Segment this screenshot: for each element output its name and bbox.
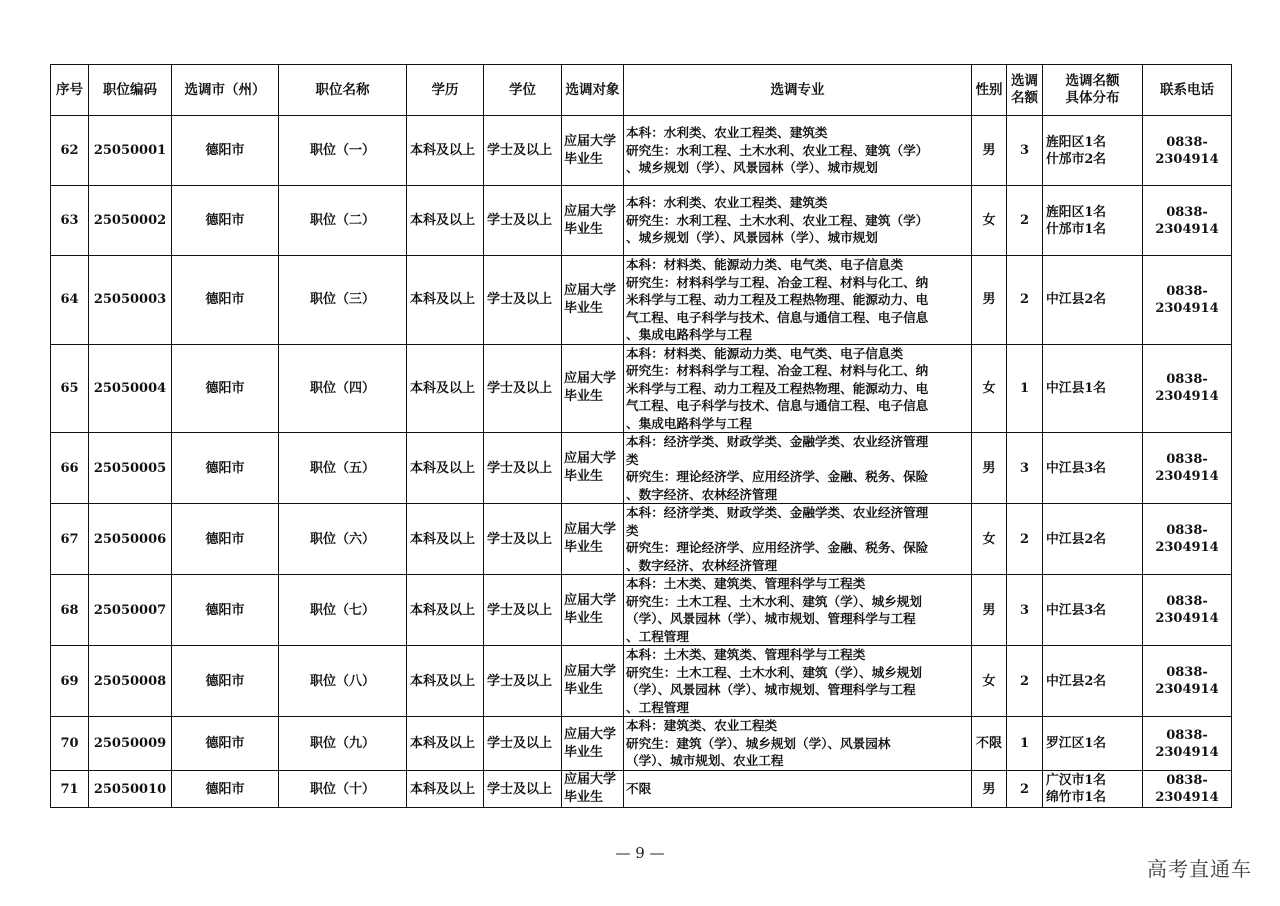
cell-phone: 0838-2304914 xyxy=(1143,504,1232,575)
cell-position: 职位（七） xyxy=(279,575,407,646)
cell-major-line: 研究生：材料科学与工程、冶金工程、材料与化工、纳 xyxy=(626,363,929,378)
table-row xyxy=(51,186,1232,256)
cell-major xyxy=(624,504,972,575)
cell-phone: 0838-2304914 xyxy=(1143,717,1232,771)
cell-major-line: 研究生：水利工程、土木水利、农业工程、建筑（学） xyxy=(626,142,929,158)
cell-major-line: 本科：土木类、建筑类、管理科学与工程类 xyxy=(626,647,866,662)
cell-major-line: 、集成电路科学与工程 xyxy=(626,327,752,342)
cell-city: 德阳市 xyxy=(172,575,279,646)
cell-target xyxy=(562,344,624,433)
table-row xyxy=(51,116,1232,186)
cell-quota: 3 xyxy=(1007,575,1043,646)
cell-position: 职位（六） xyxy=(279,504,407,575)
cell-major-line: 研究生：理论经济学、应用经济学、金融、税务、保险 xyxy=(626,540,929,555)
cell-major-line: 本科：经济学类、财政学类、金融学类、农业经济管理 xyxy=(626,434,929,449)
cell-position: 职位（三） xyxy=(279,256,407,345)
cell-education: 本科及以上 xyxy=(407,646,484,717)
cell-code: 25050010 xyxy=(89,771,172,808)
cell-target xyxy=(562,504,624,575)
cell-seq: 70 xyxy=(51,717,89,771)
cell-target-line: 毕业生 xyxy=(564,790,604,805)
cell-position: 职位（十） xyxy=(279,771,407,808)
cell-major-line: 类 xyxy=(626,522,639,538)
recruitment-table-sheet xyxy=(50,64,1231,808)
cell-position: 职位（二） xyxy=(279,186,407,256)
cell-target-line: 应届大学 xyxy=(564,664,617,679)
header-quota xyxy=(1007,65,1043,116)
cell-distribution-line: 中江县3名 xyxy=(1046,460,1107,476)
cell-education: 本科及以上 xyxy=(407,344,484,433)
cell-degree: 学士及以上 xyxy=(484,186,562,256)
cell-code: 25050007 xyxy=(89,575,172,646)
cell-phone: 0838-2304914 xyxy=(1143,771,1232,808)
cell-target-line: 应届大学 xyxy=(564,133,617,149)
cell-target-line: 应届大学 xyxy=(564,451,617,466)
cell-target-line: 毕业生 xyxy=(564,469,604,484)
cell-phone: 0838-2304914 xyxy=(1143,186,1232,256)
cell-target-line: 毕业生 xyxy=(564,682,604,697)
cell-major xyxy=(624,717,972,771)
table-body xyxy=(51,116,1232,808)
cell-major-line: 米科学与工程、动力工程及工程热物理、能源动力、电 xyxy=(626,292,929,307)
cell-degree: 学士及以上 xyxy=(484,575,562,646)
cell-quota: 2 xyxy=(1007,646,1043,717)
cell-education: 本科及以上 xyxy=(407,717,484,771)
cell-distribution xyxy=(1043,771,1143,808)
cell-gender: 男 xyxy=(972,433,1007,504)
cell-major-line: 米科学与工程、动力工程及工程热物理、能源动力、电 xyxy=(626,380,929,396)
cell-major-line: 气工程、电子科学与技术、信息与通信工程、电子信息 xyxy=(626,309,929,325)
cell-major-line: （学）、风景园林（学）、城市规划、管理科学与工程 xyxy=(626,682,916,697)
cell-quota: 3 xyxy=(1007,116,1043,186)
cell-phone: 0838-2304914 xyxy=(1143,433,1232,504)
cell-position: 职位（四） xyxy=(279,344,407,433)
cell-target xyxy=(562,433,624,504)
cell-seq: 66 xyxy=(51,433,89,504)
watermark-text: 高考直通车 xyxy=(1147,857,1252,881)
cell-phone: 0838-2304914 xyxy=(1143,575,1232,646)
table-row xyxy=(51,575,1232,646)
cell-distribution-line: 中江县3名 xyxy=(1046,602,1107,618)
cell-education: 本科及以上 xyxy=(407,575,484,646)
cell-distribution xyxy=(1043,433,1143,504)
cell-seq: 65 xyxy=(51,344,89,433)
cell-quota: 2 xyxy=(1007,771,1043,808)
cell-major-line: 本科：水利类、农业工程类、建筑类 xyxy=(626,195,828,211)
cell-education: 本科及以上 xyxy=(407,504,484,575)
cell-gender: 女 xyxy=(972,186,1007,256)
cell-major xyxy=(624,771,972,808)
table-row xyxy=(51,256,1232,345)
table-row xyxy=(51,771,1232,808)
cell-target-line: 应届大学 xyxy=(564,772,617,787)
cell-seq: 71 xyxy=(51,771,89,808)
cell-distribution xyxy=(1043,575,1143,646)
cell-seq: 62 xyxy=(51,116,89,186)
cell-major-line: 本科：经济学类、财政学类、金融学类、农业经济管理 xyxy=(626,505,929,520)
cell-phone: 0838-2304914 xyxy=(1143,344,1232,433)
cell-quota: 1 xyxy=(1007,717,1043,771)
cell-major-line: 、数字经济、农林经济管理 xyxy=(626,557,778,573)
cell-degree: 学士及以上 xyxy=(484,256,562,345)
header-phone: 联系电话 xyxy=(1143,65,1232,116)
cell-code: 25050002 xyxy=(89,186,172,256)
table-row xyxy=(51,344,1232,433)
cell-degree: 学士及以上 xyxy=(484,344,562,433)
cell-phone: 0838-2304914 xyxy=(1143,646,1232,717)
cell-target xyxy=(562,771,624,808)
cell-major-line: 研究生：建筑（学）、城乡规划（学）、风景园林 xyxy=(626,735,891,751)
table-row xyxy=(51,504,1232,575)
cell-major-line: 、城乡规划（学）、风景园林（学）、城市规划 xyxy=(626,160,878,176)
cell-distribution xyxy=(1043,646,1143,717)
cell-gender: 不限 xyxy=(972,717,1007,771)
cell-education: 本科及以上 xyxy=(407,771,484,808)
cell-city: 德阳市 xyxy=(172,504,279,575)
cell-major-line: 研究生：材料科学与工程、冶金工程、材料与化工、纳 xyxy=(626,274,929,290)
cell-distribution-line: 旌阳区1名 xyxy=(1046,134,1107,150)
cell-degree: 学士及以上 xyxy=(484,646,562,717)
header-quota-line-2: 名额 xyxy=(1011,90,1038,106)
cell-distribution xyxy=(1043,116,1143,186)
cell-quota: 2 xyxy=(1007,186,1043,256)
cell-code: 25050009 xyxy=(89,717,172,771)
cell-distribution-line: 广汉市1名 xyxy=(1046,773,1107,788)
cell-distribution-line: 中江县1名 xyxy=(1046,380,1107,396)
cell-seq: 64 xyxy=(51,256,89,345)
recruitment-table xyxy=(50,64,1232,808)
cell-gender: 女 xyxy=(972,646,1007,717)
cell-major-line: 研究生：理论经济学、应用经济学、金融、税务、保险 xyxy=(626,469,929,484)
cell-major-line: 本科：材料类、能源动力类、电气类、电子信息类 xyxy=(626,345,904,361)
cell-position: 职位（五） xyxy=(279,433,407,504)
cell-code: 25050006 xyxy=(89,504,172,575)
cell-code: 25050004 xyxy=(89,344,172,433)
cell-distribution xyxy=(1043,504,1143,575)
cell-seq: 69 xyxy=(51,646,89,717)
cell-gender: 女 xyxy=(972,504,1007,575)
cell-major-line: 本科：材料类、能源动力类、电气类、电子信息类 xyxy=(626,257,904,272)
cell-phone: 0838-2304914 xyxy=(1143,256,1232,345)
cell-target-line: 应届大学 xyxy=(564,282,617,298)
cell-target xyxy=(562,717,624,771)
cell-education: 本科及以上 xyxy=(407,256,484,345)
table-row xyxy=(51,717,1232,771)
cell-target-line: 毕业生 xyxy=(564,151,604,167)
cell-target xyxy=(562,116,624,186)
cell-city: 德阳市 xyxy=(172,433,279,504)
header-distribution-line-2: 具体分布 xyxy=(1065,90,1120,106)
cell-major xyxy=(624,116,972,186)
cell-quota: 2 xyxy=(1007,256,1043,345)
cell-target-line: 毕业生 xyxy=(564,221,604,237)
cell-seq: 63 xyxy=(51,186,89,256)
cell-quota: 1 xyxy=(1007,344,1043,433)
cell-target xyxy=(562,646,624,717)
header-row xyxy=(51,65,1232,116)
cell-target-line: 应届大学 xyxy=(564,522,617,537)
cell-major-line: 气工程、电子科学与技术、信息与通信工程、电子信息 xyxy=(626,398,929,413)
header-distribution xyxy=(1043,65,1143,116)
header-seq: 序号 xyxy=(51,65,89,116)
header-target xyxy=(562,65,624,116)
cell-target-line: 毕业生 xyxy=(564,744,604,760)
cell-degree: 学士及以上 xyxy=(484,504,562,575)
cell-code: 25050001 xyxy=(89,116,172,186)
cell-phone: 0838-2304914 xyxy=(1143,116,1232,186)
cell-target-line: 毕业生 xyxy=(564,300,604,316)
cell-position: 职位（一） xyxy=(279,116,407,186)
cell-city: 德阳市 xyxy=(172,717,279,771)
cell-major xyxy=(624,186,972,256)
cell-degree: 学士及以上 xyxy=(484,433,562,504)
cell-major-line: 本科：建筑类、农业工程类 xyxy=(626,718,778,734)
cell-distribution-line: 中江县2名 xyxy=(1046,673,1107,689)
cell-code: 25050008 xyxy=(89,646,172,717)
cell-target-line: 应届大学 xyxy=(564,726,617,742)
cell-major-line: 、集成电路科学与工程 xyxy=(626,415,752,431)
cell-target-line: 应届大学 xyxy=(564,371,617,387)
cell-major-line: 本科：水利类、农业工程类、建筑类 xyxy=(626,125,828,141)
cell-city: 德阳市 xyxy=(172,646,279,717)
cell-code: 25050005 xyxy=(89,433,172,504)
cell-education: 本科及以上 xyxy=(407,433,484,504)
cell-major-line: 研究生：水利工程、土木水利、农业工程、建筑（学） xyxy=(626,212,929,228)
cell-city: 德阳市 xyxy=(172,116,279,186)
cell-major-line: 不限 xyxy=(626,781,652,797)
cell-distribution xyxy=(1043,344,1143,433)
cell-seq: 67 xyxy=(51,504,89,575)
header-quota-line-1: 选调 xyxy=(1011,73,1038,89)
cell-distribution-line: 罗江区1名 xyxy=(1046,736,1107,751)
cell-major xyxy=(624,256,972,345)
cell-distribution-line: 旌阳区1名 xyxy=(1046,204,1107,220)
header-degree: 学位 xyxy=(484,65,562,116)
cell-target xyxy=(562,256,624,345)
cell-distribution xyxy=(1043,256,1143,345)
cell-gender: 男 xyxy=(972,256,1007,345)
cell-target-line: 应届大学 xyxy=(564,593,617,608)
cell-major-line: 、城乡规划（学）、风景园林（学）、城市规划 xyxy=(626,230,878,246)
header-position: 职位名称 xyxy=(279,65,407,116)
cell-code: 25050003 xyxy=(89,256,172,345)
cell-distribution-line: 绵竹市1名 xyxy=(1046,790,1107,805)
cell-degree: 学士及以上 xyxy=(484,116,562,186)
cell-distribution-line: 中江县2名 xyxy=(1046,531,1107,547)
cell-major-line: （学）、城市规划、农业工程 xyxy=(626,753,784,769)
cell-major-line: 、工程管理 xyxy=(626,699,689,715)
cell-major xyxy=(624,575,972,646)
cell-gender: 男 xyxy=(972,575,1007,646)
cell-target-line: 毕业生 xyxy=(564,540,604,555)
cell-distribution-line: 什邡市2名 xyxy=(1046,151,1107,167)
cell-major-line: 、工程管理 xyxy=(626,628,689,644)
cell-position: 职位（八） xyxy=(279,646,407,717)
cell-major-line: 研究生：土木工程、土木水利、建筑（学）、城乡规划 xyxy=(626,664,922,680)
cell-major xyxy=(624,344,972,433)
cell-position: 职位（九） xyxy=(279,717,407,771)
cell-target xyxy=(562,575,624,646)
table-row xyxy=(51,433,1232,504)
cell-major-line: 研究生：土木工程、土木水利、建筑（学）、城乡规划 xyxy=(626,593,922,609)
cell-distribution xyxy=(1043,717,1143,771)
cell-education: 本科及以上 xyxy=(407,186,484,256)
cell-major xyxy=(624,646,972,717)
cell-major xyxy=(624,433,972,504)
cell-quota: 2 xyxy=(1007,504,1043,575)
header-major: 选调专业 xyxy=(624,65,972,116)
header-gender: 性别 xyxy=(972,65,1007,116)
cell-distribution xyxy=(1043,186,1143,256)
cell-gender: 男 xyxy=(972,116,1007,186)
cell-gender: 女 xyxy=(972,344,1007,433)
cell-gender: 男 xyxy=(972,771,1007,808)
cell-target-line: 毕业生 xyxy=(564,611,604,626)
cell-target-line: 应届大学 xyxy=(564,203,617,219)
cell-degree: 学士及以上 xyxy=(484,771,562,808)
cell-city: 德阳市 xyxy=(172,771,279,808)
table-row xyxy=(51,646,1232,717)
header-code: 职位编码 xyxy=(89,65,172,116)
cell-degree: 学士及以上 xyxy=(484,717,562,771)
cell-major-line: 类 xyxy=(626,451,639,467)
cell-target-line: 毕业生 xyxy=(564,389,604,405)
header-distribution-line-1: 选调名额 xyxy=(1065,73,1120,89)
cell-target xyxy=(562,186,624,256)
cell-education: 本科及以上 xyxy=(407,116,484,186)
header-target-line: 选调对象 xyxy=(565,81,620,98)
cell-city: 德阳市 xyxy=(172,186,279,256)
cell-seq: 68 xyxy=(51,575,89,646)
cell-distribution-line: 中江县2名 xyxy=(1046,292,1107,308)
cell-major-line: 、数字经济、农林经济管理 xyxy=(626,486,778,502)
cell-major-line: 本科：土木类、建筑类、管理科学与工程类 xyxy=(626,576,866,591)
header-city: 选调市（州） xyxy=(172,65,279,116)
cell-quota: 3 xyxy=(1007,433,1043,504)
cell-distribution-line: 什邡市1名 xyxy=(1046,221,1107,237)
header-education: 学历 xyxy=(407,65,484,116)
cell-major-line: （学）、风景园林（学）、城市规划、管理科学与工程 xyxy=(626,611,916,626)
cell-city: 德阳市 xyxy=(172,344,279,433)
page-number: — 9 — xyxy=(615,844,665,862)
cell-city: 德阳市 xyxy=(172,256,279,345)
